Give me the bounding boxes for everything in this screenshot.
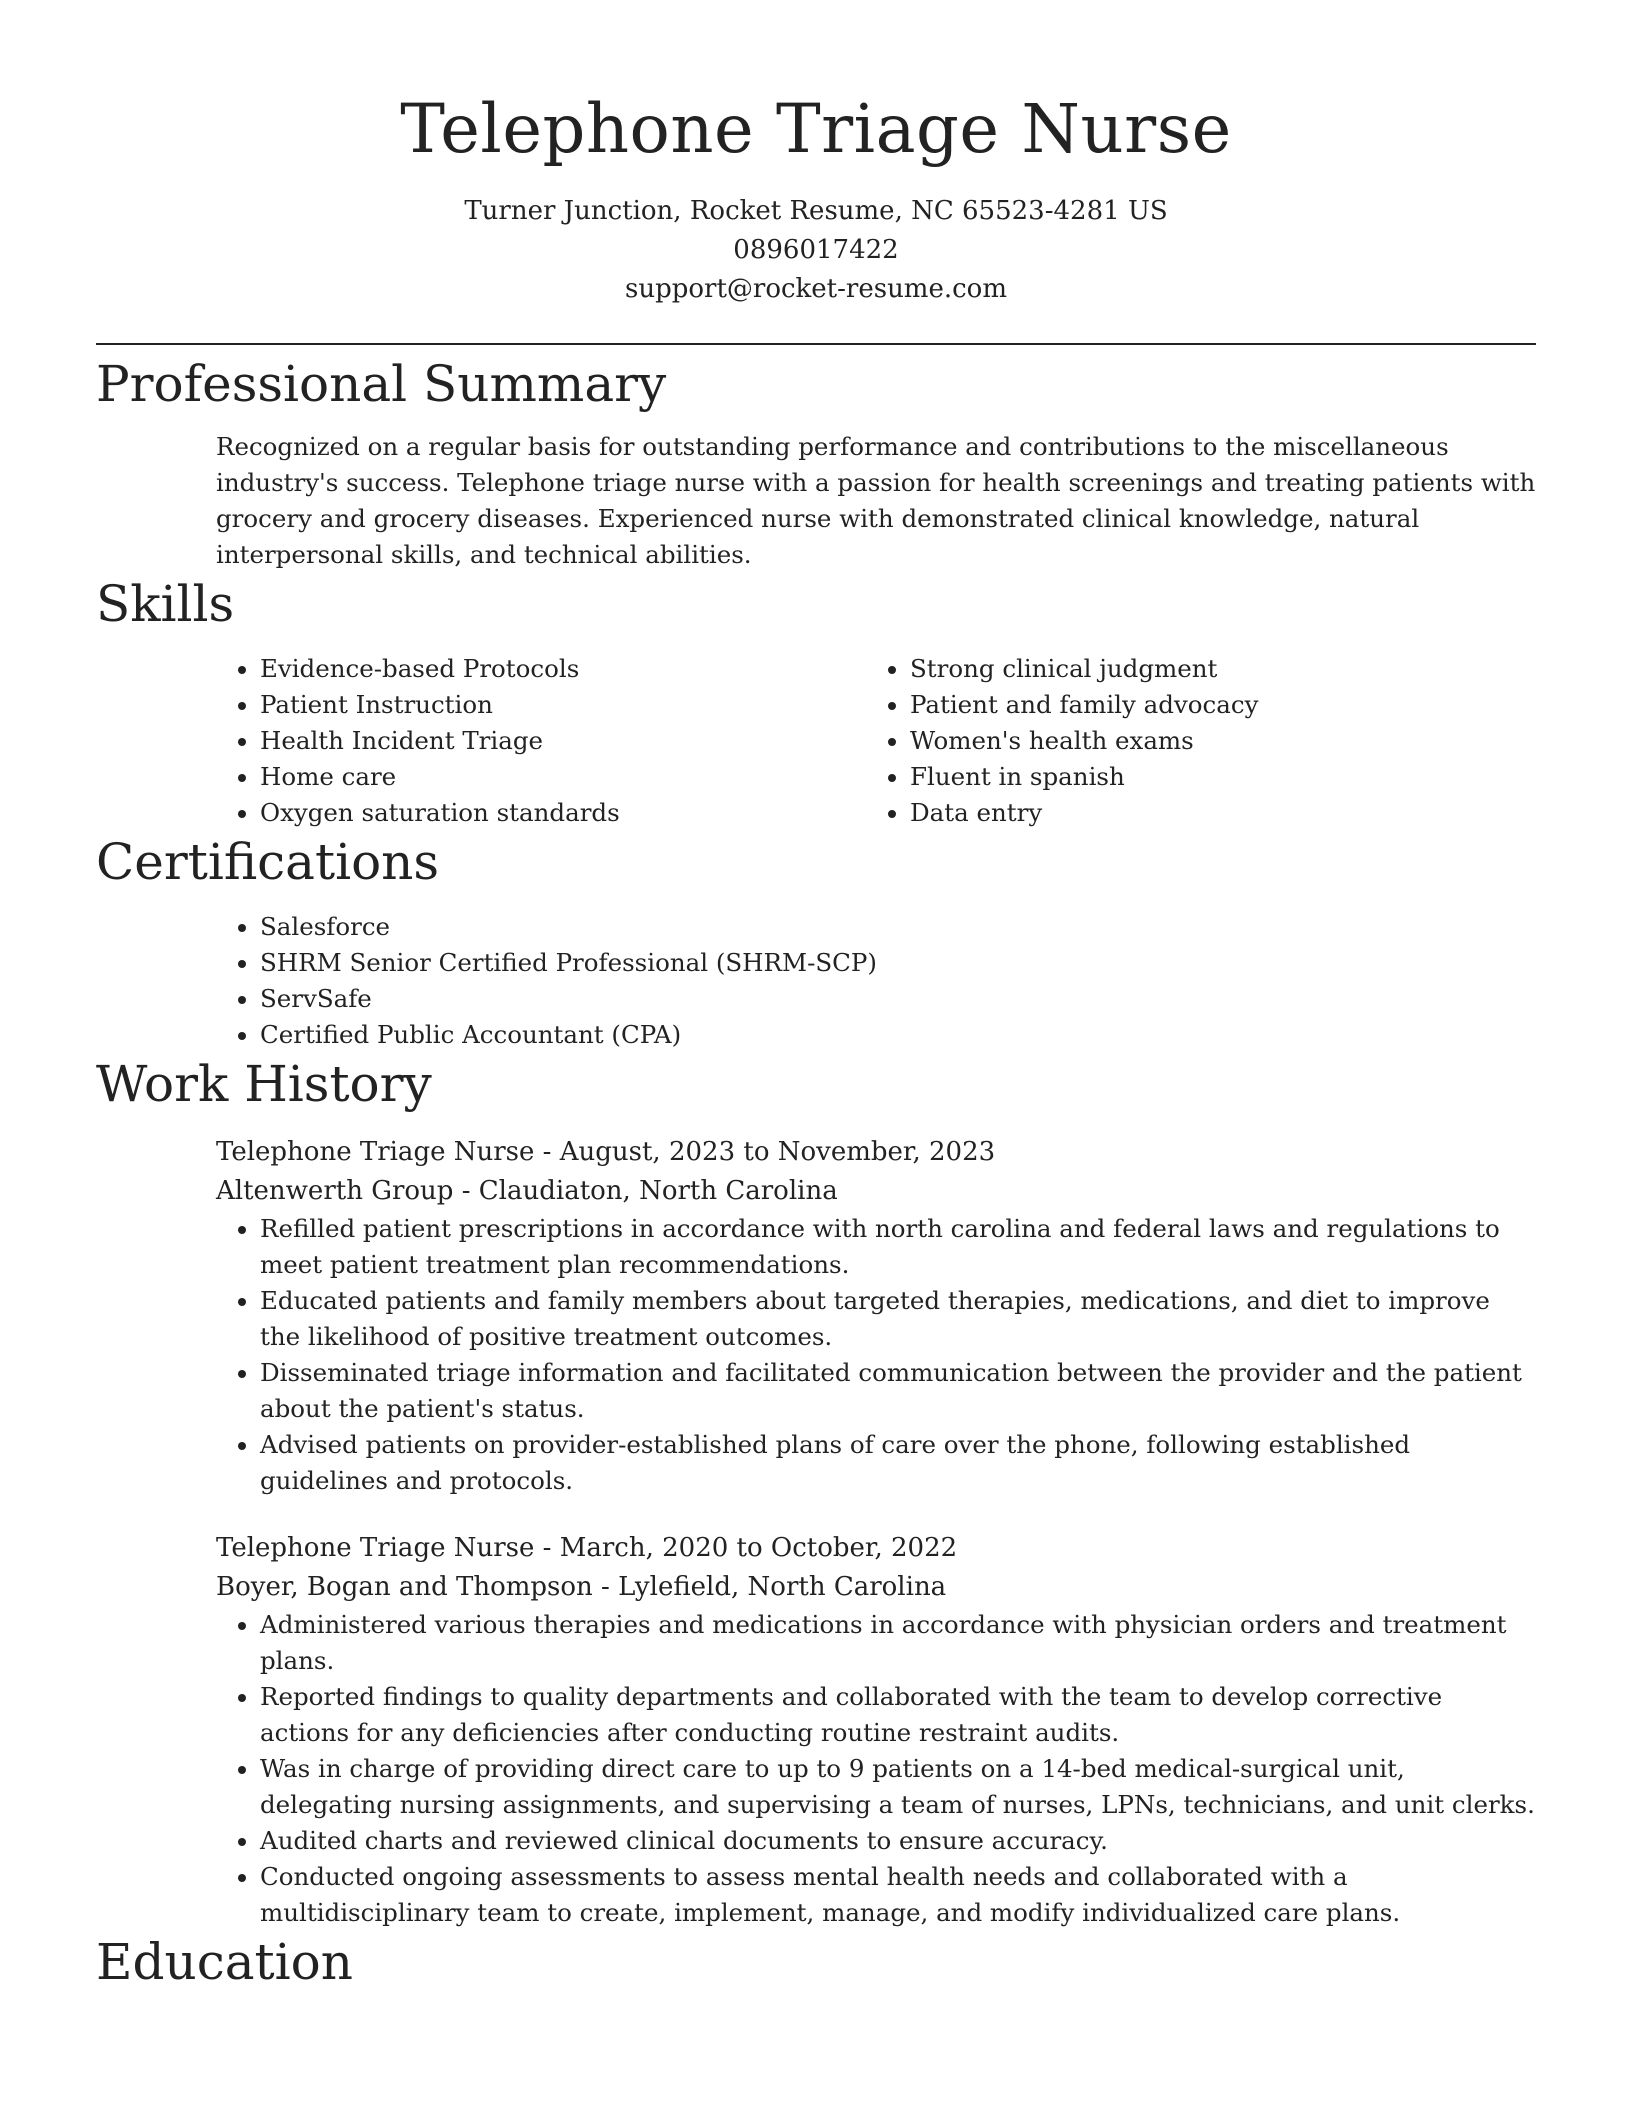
skill-item: • Patient and family advocacy: [910, 687, 1516, 723]
job-bullets: [216, 1211, 1536, 1499]
job-entry: [216, 1133, 1536, 1499]
job-bullet: • Was in charge of providing direct care to up to 9 patients on a 14-bed medical-surgical unit, delegating nursing assignments, and supervising a team of nurses, LPNs, technicians, and unit clerks.: [260, 1751, 1536, 1823]
skill-item: • Home care: [260, 759, 866, 795]
skill-item: • Evidence-based Protocols: [260, 651, 866, 687]
job-bullet: • Administered various therapies and medications in accordance with physician orders and treatment plans.: [260, 1607, 1536, 1679]
summary-heading: Professional Summary: [96, 355, 667, 413]
skill-item: • Women's health exams: [910, 723, 1516, 759]
contact-address: Turner Junction, Rocket Resume, NC 65523-4281 US: [464, 196, 1168, 226]
job-company: Altenwerth Group: [216, 1176, 454, 1206]
job-bullet: • Reported findings to quality departments and collaborated with the team to develop corrective actions for any deficiencies after conducting routine restraint audits.: [260, 1679, 1536, 1751]
candidate-name: Telephone Triage Nurse: [400, 90, 1232, 168]
job-title-line: Telephone Triage Nurse - August, 2023 to November, 2023: [216, 1137, 996, 1167]
skills-column-left: [216, 651, 866, 831]
job-dates: March, 2020 to October, 2022: [559, 1533, 958, 1563]
job-title: Telephone Triage Nurse: [216, 1137, 535, 1167]
job-bullet: • Educated patients and family members about targeted therapies, medications, and diet to improve the likelihood of positive treatment outcomes.: [260, 1283, 1536, 1355]
skill-item: • Oxygen saturation standards: [260, 795, 866, 831]
job-bullet: • Disseminated triage information and facilitated communication between the provider and the patient about the patient's status.: [260, 1355, 1536, 1427]
certifications-bullets: [216, 909, 1536, 1053]
header-divider: [96, 343, 1536, 345]
job-company: Boyer, Bogan and Thompson: [216, 1572, 593, 1602]
resume-page: [96, 0, 1536, 1993]
skills-column-right: [866, 651, 1516, 831]
job-company-line: Altenwerth Group - Claudiaton, North Carolina: [216, 1176, 838, 1206]
job-company-line: Boyer, Bogan and Thompson - Lylefield, North Carolina: [216, 1572, 947, 1602]
skill-item: • Strong clinical judgment: [910, 651, 1516, 687]
skill-item: • Patient Instruction: [260, 687, 866, 723]
job-bullet: • Refilled patient prescriptions in accordance with north carolina and federal laws and regulations to meet patient treatment plan recommendations.: [260, 1211, 1536, 1283]
certification-item: • Certified Public Accountant (CPA): [260, 1017, 1536, 1053]
job-location: Lylefield, North Carolina: [618, 1572, 947, 1602]
job-dates: August, 2023 to November, 2023: [559, 1137, 996, 1167]
contact-email: support@rocket-resume.com: [624, 274, 1007, 304]
skill-item: • Data entry: [910, 795, 1516, 831]
resume-header: [96, 0, 1536, 309]
job-bullet: • Audited charts and reviewed clinical documents to ensure accuracy.: [260, 1823, 1536, 1859]
job-title-line: Telephone Triage Nurse - March, 2020 to October, 2022: [216, 1533, 958, 1563]
certification-item: • SHRM Senior Certified Professional (SHRM-SCP): [260, 945, 1536, 981]
skills-heading: Skills: [96, 575, 235, 633]
job-entry: [216, 1529, 1536, 1931]
job-bullets: [216, 1607, 1536, 1931]
skill-item: • Fluent in spanish: [910, 759, 1516, 795]
work-history-heading: Work History: [96, 1055, 432, 1113]
summary-text: Recognized on a regular basis for outstanding performance and contributions to the miscellaneous industry's success. Telephone triage nurse with a passion for health screenings and treating patients with grocery and grocery diseases. Experienced nurse with demonstrated clinical knowledge, natural interpersonal skills, and technical abilities.: [216, 432, 1536, 569]
skills-list: [216, 651, 1536, 831]
job-bullet: • Conducted ongoing assessments to assess mental health needs and collaborated with a multidisciplinary team to create, implement, manage, and modify individualized care plans.: [260, 1859, 1536, 1931]
certifications-heading: Certifications: [96, 833, 440, 891]
skill-item: • Health Incident Triage: [260, 723, 866, 759]
certification-item: • ServSafe: [260, 981, 1536, 1017]
contact-phone: 0896017422: [733, 235, 899, 265]
job-title: Telephone Triage Nurse: [216, 1533, 535, 1563]
certifications-list: [216, 909, 1536, 1053]
certification-item: • Salesforce: [260, 909, 1536, 945]
job-location: Claudiaton, North Carolina: [478, 1176, 838, 1206]
job-bullet: • Advised patients on provider-established plans of care over the phone, following established guidelines and protocols.: [260, 1427, 1536, 1499]
contact-block: [96, 192, 1536, 309]
education-heading: Education: [96, 1933, 353, 1991]
